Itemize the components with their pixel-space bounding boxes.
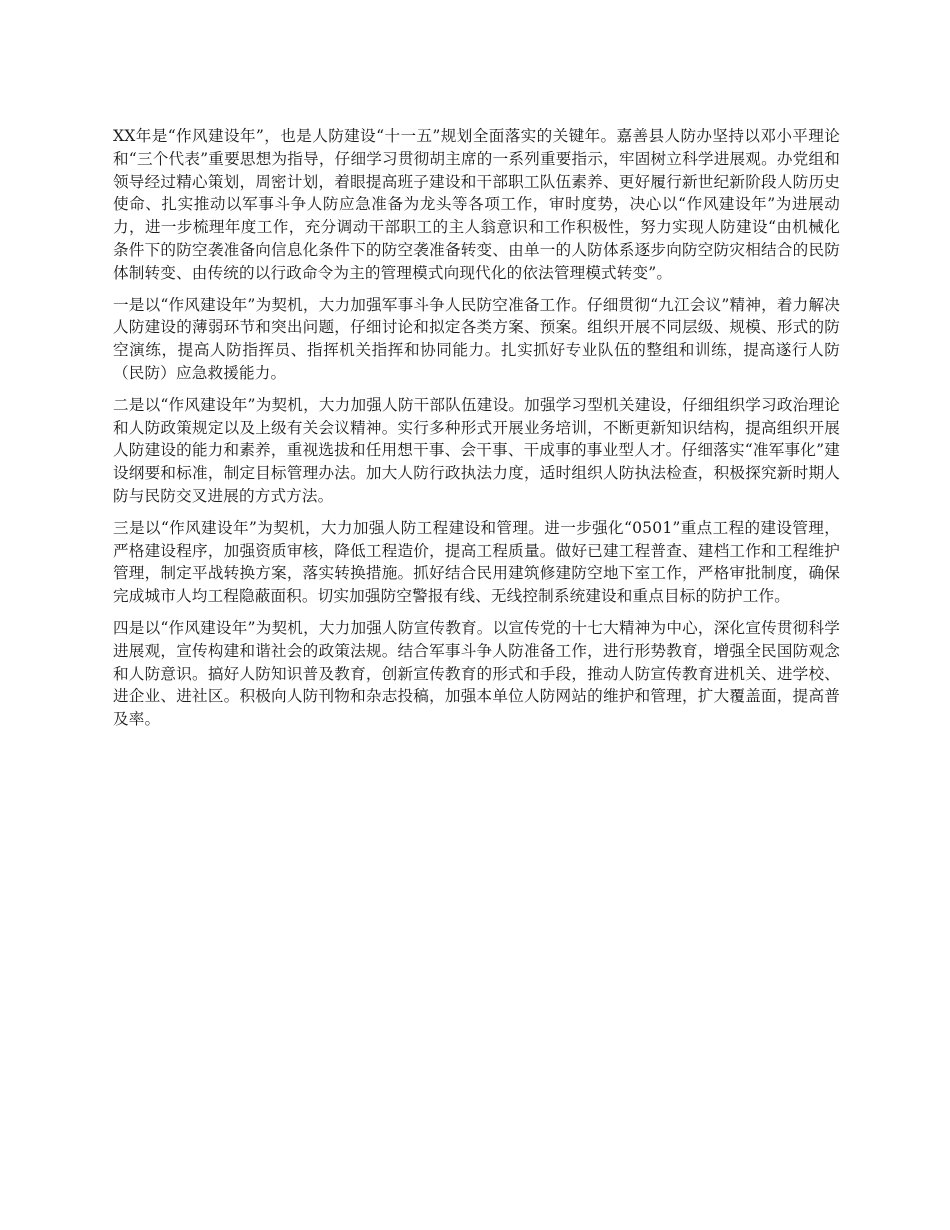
document-body (113, 125, 840, 740)
paragraph-item-1: 一是以“作风建设年”为契机，大力加强军事斗争人民防空准备工作。仔细贯彻“九江会议”精神，着力解决人防建设的薄弱环节和突出问题，仔细讨论和拟定各类方案、预案。组织开展不同层级、规模、形式的防空演练，提高人防指挥员、指挥机关指挥和协同能力。扎实抓好专业队伍的整组和训练，提高遂行人防（民防）应急救援能力。 (113, 295, 840, 382)
paragraph-intro: XX年是“作风建设年”，也是人防建设“十一五”规划全面落实的关键年。嘉善县人防办坚持以邓小平理论和“三个代表”重要思想为指导，仔细学习贯彻胡主席的一系列重要指示，牢固树立科学进展观。办党组和领导经过精心策划，周密计划，着眼提高班子建设和干部职工队伍素养、更好履行新世纪新阶段人防历史使命、扎实推动以军事斗争人防应急准备为龙头等各项工作，审时度势，决心以“作风建设年”为进展动力，进一步梳理年度工作，充分调动干部职工的主人翁意识和工作积极性，努力实现人防建设“由机械化条件下的防空袭准备向信息化条件下的防空袭准备转变、由单一的人防体系逐步向防空防灾相结合的民防体制转变、由传统的以行政命令为主的管理模式向现代化的依法管理模式转变”。 (113, 127, 840, 282)
paragraph-item-2: 二是以“作风建设年”为契机，大力加强人防干部队伍建设。加强学习型机关建设，仔细组织学习政治理论和人防政策规定以及上级有关会议精神。实行多种形式开展业务培训，不断更新知识结构，提高组织开展人防建设的能力和素养，重视选拔和任用想干事、会干事、干成事的事业型人才。仔细落实“准军事化”建设纲要和标准，制定目标管理办法。加大人防行政执法力度，适时组织人防执法检查，积极探究新时期人防与民防交叉进展的方式方法。 (113, 395, 840, 505)
paragraph-item-3: 三是以“作风建设年”为契机，大力加强人防工程建设和管理。进一步强化“0501”重点工程的建设管理，严格建设程序，加强资质审核，降低工程造价，提高工程质量。做好已建工程普查、建档工作和工程维护管理，制定平战转换方案，落实转换措施。抓好结合民用建筑修建防空地下室工作，严格审批制度，确保完成城市人均工程隐蔽面积。切实加强防空警报有线、无线控制系统建设和重点目标的防护工作。 (113, 518, 840, 606)
paragraph-item-4: 四是以“作风建设年”为契机，大力加强人防宣传教育。以宣传党的十七大精神为中心，深化宣传贯彻科学进展观，宣传构建和谐社会的政策法规。结合军事斗争人防准备工作，进行形势教育，增强全民国防观念和人防意识。搞好人防知识普及教育，创新宣传教育的形式和手段，推动人防宣传教育进机关、进学校、进企业、进社区。积极向人防刊物和杂志投稿，加强本单位人防网站的维护和管理，扩大覆盖面，提高普及率。 (113, 618, 840, 729)
